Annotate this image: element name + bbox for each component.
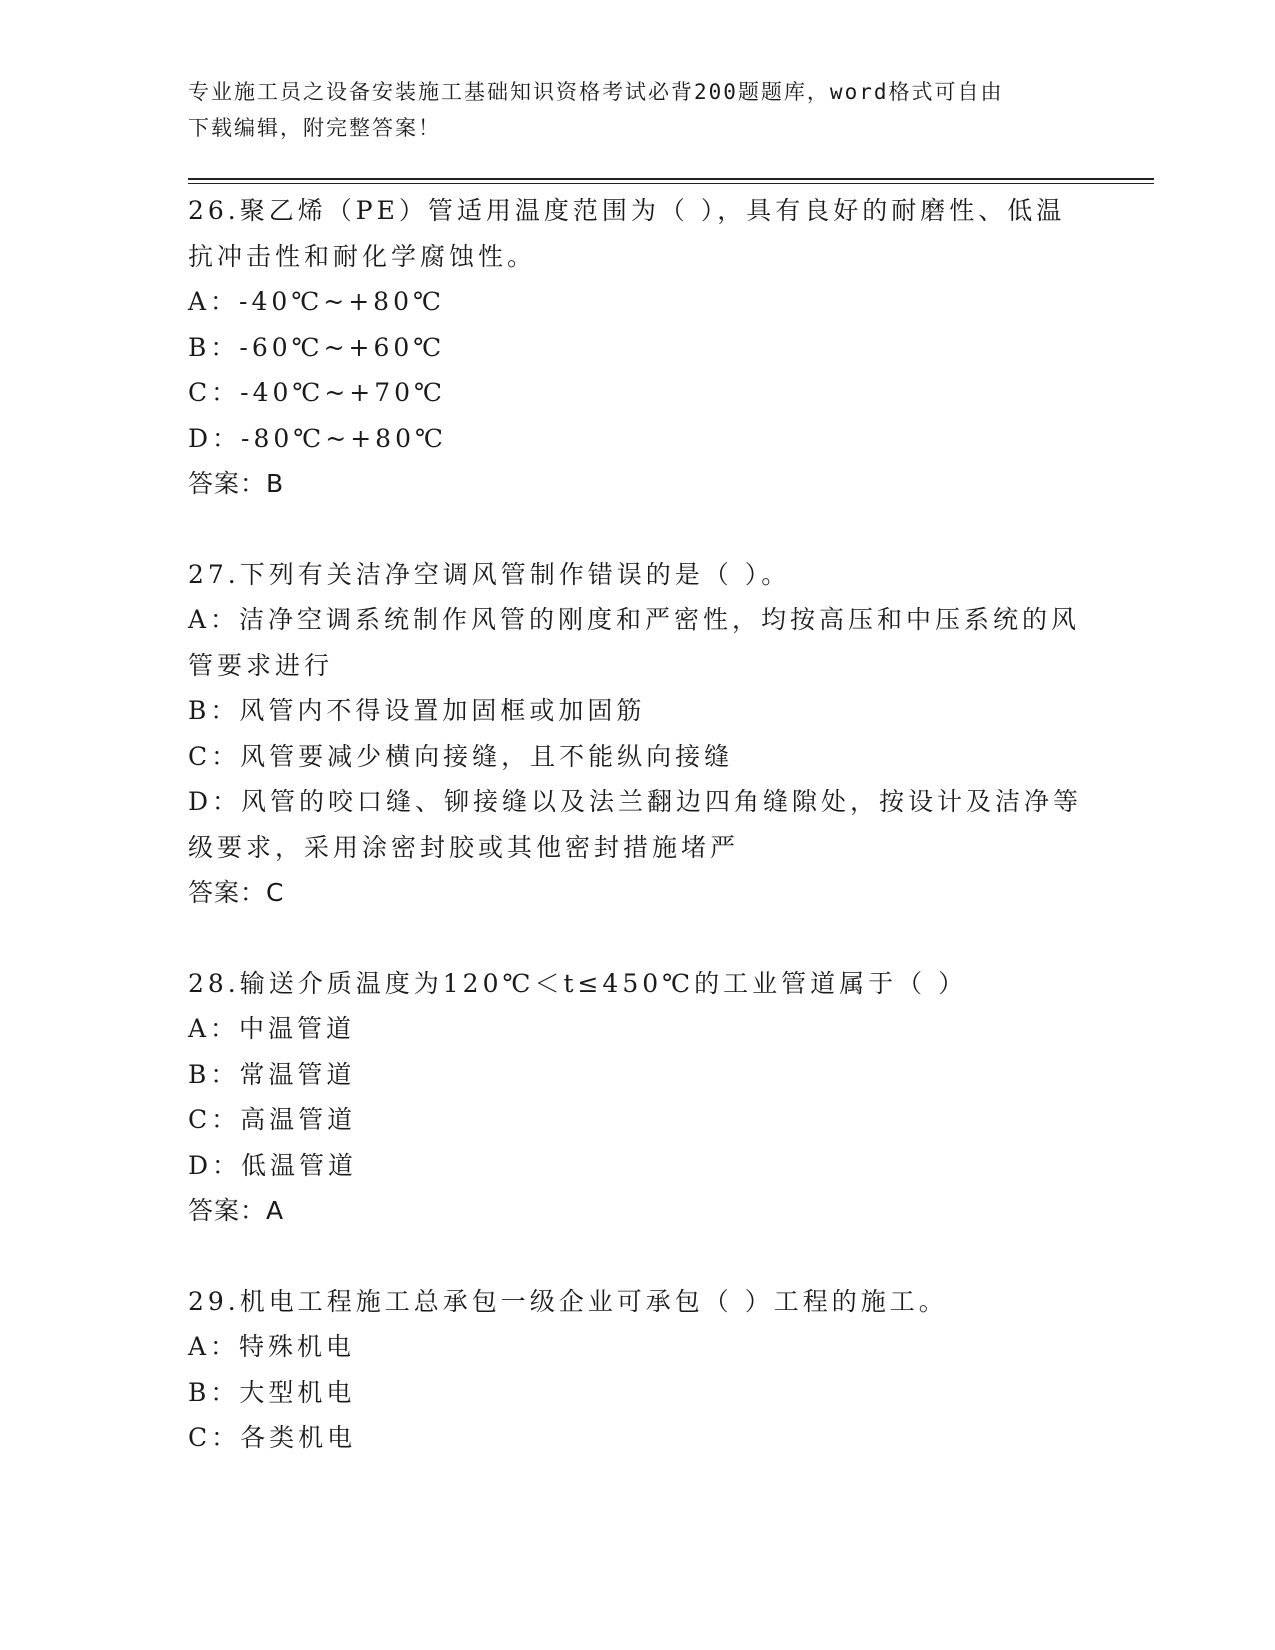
spacer xyxy=(188,507,1088,552)
document-header xyxy=(188,74,1068,146)
spacer xyxy=(188,1234,1088,1279)
question-stem xyxy=(188,1279,1088,1325)
option-line: 管要求进行 xyxy=(188,650,334,680)
option-b: B：-60℃~+60℃ xyxy=(188,332,446,362)
question-stem xyxy=(188,961,1088,1007)
option-c: C：-40℃~+70℃ xyxy=(188,378,447,407)
header-line-2: 下载编辑，附完整答案！ xyxy=(188,116,441,140)
answer: 答案：A xyxy=(188,1196,285,1225)
option-c: C：风管要减少横向接缝，且不能纵向接缝 xyxy=(188,741,734,771)
option-d xyxy=(188,779,1088,870)
option-c: C：各类机电 xyxy=(188,1423,357,1452)
option-line: D：风管的咬口缝、铆接缝以及法兰翻边四角缝隙处，按设计及洁净等 xyxy=(188,787,1083,816)
stem-line: 26.聚乙烯（PE）管适用温度范围为（ ），具有良好的耐磨性、低温 xyxy=(188,196,1066,225)
option-a: A：-40℃~+80℃ xyxy=(188,287,445,316)
question-list xyxy=(188,188,1088,1461)
option-b: B：大型机电 xyxy=(188,1377,356,1407)
stem-line: 27.下列有关洁净空调风管制作错误的是（ ）。 xyxy=(188,559,791,589)
option-b: B：风管内不得设置加固框或加固筋 xyxy=(188,696,646,725)
header-line-1: 专业施工员之设备安装施工基础知识资格考试必背200题题库，word格式可自由 xyxy=(188,80,1004,104)
question-26 xyxy=(188,188,1088,507)
option-a xyxy=(188,597,1088,688)
question-27 xyxy=(188,552,1088,916)
option-d: D：-80℃~+80℃ xyxy=(188,423,447,453)
spacer xyxy=(188,916,1088,961)
option-line: 级要求，采用涂密封胶或其他密封措施堵严 xyxy=(188,832,740,862)
header-divider-thin xyxy=(188,183,1154,184)
question-29 xyxy=(188,1279,1088,1461)
header-divider-thick xyxy=(188,178,1154,180)
option-line: A：洁净空调系统制作风管的刚度和严密性，均按高压和中压系统的风 xyxy=(188,605,1081,634)
stem-line: 28.输送介质温度为120℃＜t≤450℃的工业管道属于（ ） xyxy=(188,968,968,998)
option-a: A：中温管道 xyxy=(188,1014,356,1043)
question-stem xyxy=(188,188,1088,279)
answer: 答案：B xyxy=(188,469,285,498)
option-a: A：特殊机电 xyxy=(188,1332,356,1361)
option-d: D：低温管道 xyxy=(188,1150,358,1180)
question-stem xyxy=(188,552,1088,598)
stem-line: 29.机电工程施工总承包一级企业可承包（ ）工程的施工。 xyxy=(188,1286,948,1316)
option-c: C：高温管道 xyxy=(188,1105,357,1134)
answer: 答案：C xyxy=(188,878,285,907)
question-28 xyxy=(188,961,1088,1234)
stem-line: 抗冲击性和耐化学腐蚀性。 xyxy=(188,241,537,271)
option-b: B：常温管道 xyxy=(188,1059,356,1089)
